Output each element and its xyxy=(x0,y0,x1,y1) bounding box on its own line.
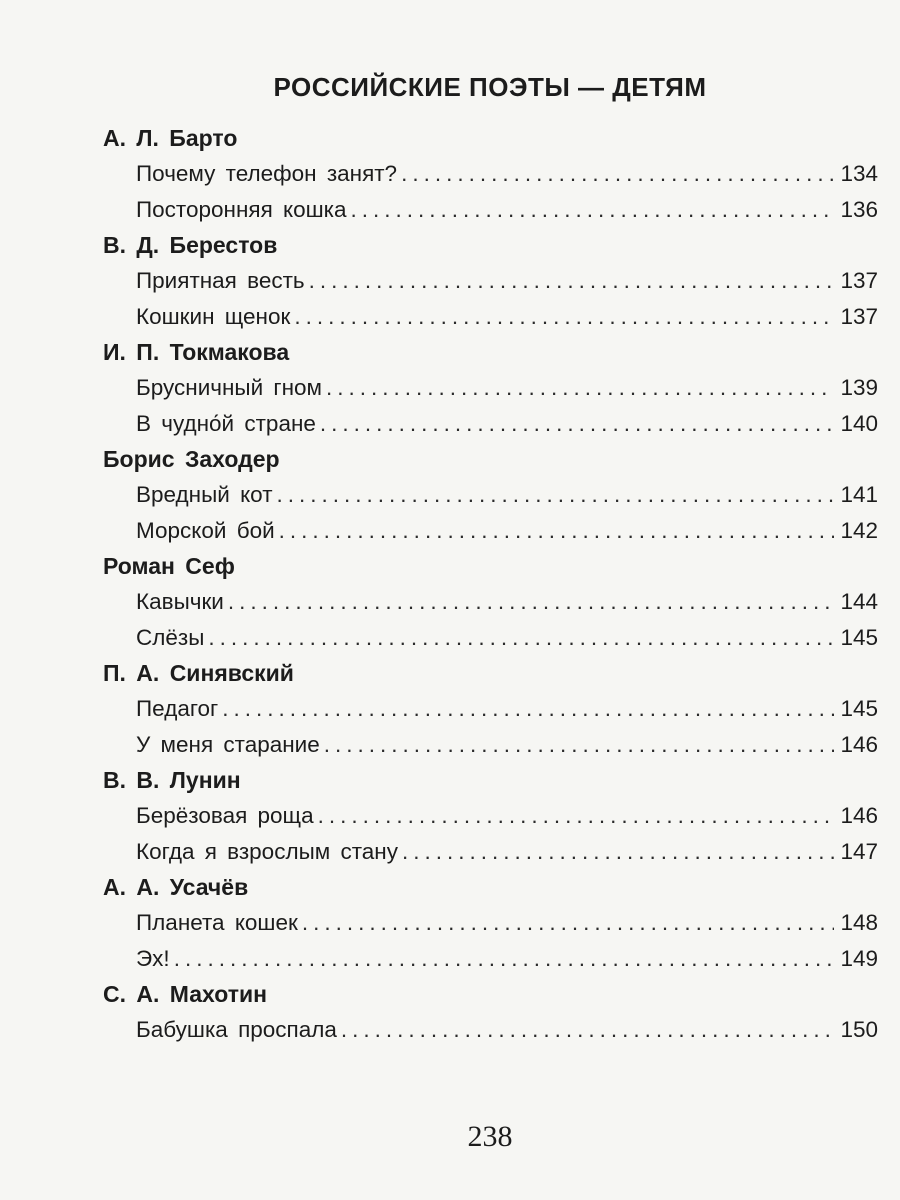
author-heading: В. В. Лунин xyxy=(103,767,241,793)
entry-page-number: 134 xyxy=(840,161,878,186)
author-heading: А. А. Усачёв xyxy=(103,874,249,900)
dot-leader xyxy=(222,691,834,727)
entry-page-number: 136 xyxy=(840,196,878,222)
section-title: РОССИЙСКИЕ ПОЭТЫ — ДЕТЯМ xyxy=(273,72,707,102)
entry-title: Морской бой xyxy=(136,517,275,543)
entry-page-number: 137 xyxy=(840,303,878,329)
toc-entry[interactable] xyxy=(103,192,878,228)
dot-leader xyxy=(279,513,835,549)
entry-page-number: 147 xyxy=(840,838,878,864)
toc-entry[interactable] xyxy=(103,406,878,442)
entry-page-number: 149 xyxy=(840,945,878,971)
dot-leader xyxy=(228,584,835,620)
entry-page-number: 142 xyxy=(840,517,878,543)
dot-leader xyxy=(309,263,835,299)
author-heading: В. Д. Берестов xyxy=(103,232,278,258)
table-of-contents xyxy=(103,120,878,1048)
toc-entry[interactable] xyxy=(103,477,878,513)
dot-leader xyxy=(324,727,835,763)
toc-entry[interactable] xyxy=(103,1012,878,1048)
entry-page-number: 140 xyxy=(840,410,878,436)
toc-entry[interactable] xyxy=(103,156,878,192)
author-heading: С. А. Махотин xyxy=(103,981,268,1007)
entry-title: Кошкин щенок xyxy=(136,303,291,329)
toc-entry[interactable] xyxy=(103,727,878,763)
toc-entry[interactable] xyxy=(103,620,878,656)
author-heading: А. Л. Барто xyxy=(103,125,238,151)
dot-leader xyxy=(326,370,834,406)
entry-page-number: 144 xyxy=(840,589,878,614)
entry-title: У меня старание xyxy=(136,731,320,757)
page-number: 238 xyxy=(467,1120,513,1153)
dot-leader xyxy=(318,798,835,834)
dot-leader xyxy=(401,156,834,192)
entry-title: В чудно́й стране xyxy=(136,410,316,436)
toc-entry[interactable] xyxy=(103,798,878,834)
toc-entry[interactable] xyxy=(103,905,878,941)
author-heading: Борис Заходер xyxy=(103,446,280,472)
dot-leader xyxy=(320,406,835,442)
entry-title: Приятная весть xyxy=(136,268,305,293)
dot-leader xyxy=(341,1012,835,1048)
author-heading: П. А. Синявский xyxy=(103,660,294,686)
entry-title: Посторонняя кошка xyxy=(136,196,347,222)
toc-entry[interactable] xyxy=(103,263,878,299)
dot-leader xyxy=(302,905,835,941)
entry-title: Планета кошек xyxy=(136,910,298,935)
entry-title: Почему телефон занят? xyxy=(136,161,398,186)
entry-page-number: 145 xyxy=(840,696,878,721)
entry-page-number: 148 xyxy=(840,910,878,935)
entry-title: Когда я взрослым стану xyxy=(136,838,398,864)
dot-leader xyxy=(351,192,835,228)
entry-page-number: 150 xyxy=(840,1017,878,1042)
entry-title: Брусничный гном xyxy=(136,375,323,400)
entry-title: Слёзы xyxy=(136,624,205,650)
toc-entry[interactable] xyxy=(103,834,878,870)
toc-entry[interactable] xyxy=(103,584,878,620)
entry-title: Педагог xyxy=(136,696,219,721)
author-heading: И. П. Токмакова xyxy=(103,339,290,365)
entry-title: Эх! xyxy=(136,945,170,971)
entry-title: Вредный кот xyxy=(136,482,273,507)
entry-title: Кавычки xyxy=(136,589,224,614)
dot-leader xyxy=(277,477,835,513)
entry-page-number: 137 xyxy=(840,268,878,293)
dot-leader xyxy=(208,620,834,656)
author-heading: Роман Сеф xyxy=(103,553,235,579)
entry-page-number: 139 xyxy=(840,375,878,400)
dot-leader xyxy=(174,941,835,977)
entry-page-number: 141 xyxy=(840,482,878,507)
toc-entry[interactable] xyxy=(103,513,878,549)
entry-page-number: 146 xyxy=(840,803,878,828)
entry-title: Бабушка проспала xyxy=(136,1017,337,1042)
entry-title: Берёзовая роща xyxy=(136,803,314,828)
toc-entry[interactable] xyxy=(103,370,878,406)
entry-page-number: 145 xyxy=(840,624,878,650)
dot-leader xyxy=(402,834,835,870)
toc-entry[interactable] xyxy=(103,941,878,977)
entry-page-number: 146 xyxy=(840,731,878,757)
dot-leader xyxy=(294,299,834,335)
toc-entry[interactable] xyxy=(103,299,878,335)
toc-entry[interactable] xyxy=(103,691,878,727)
